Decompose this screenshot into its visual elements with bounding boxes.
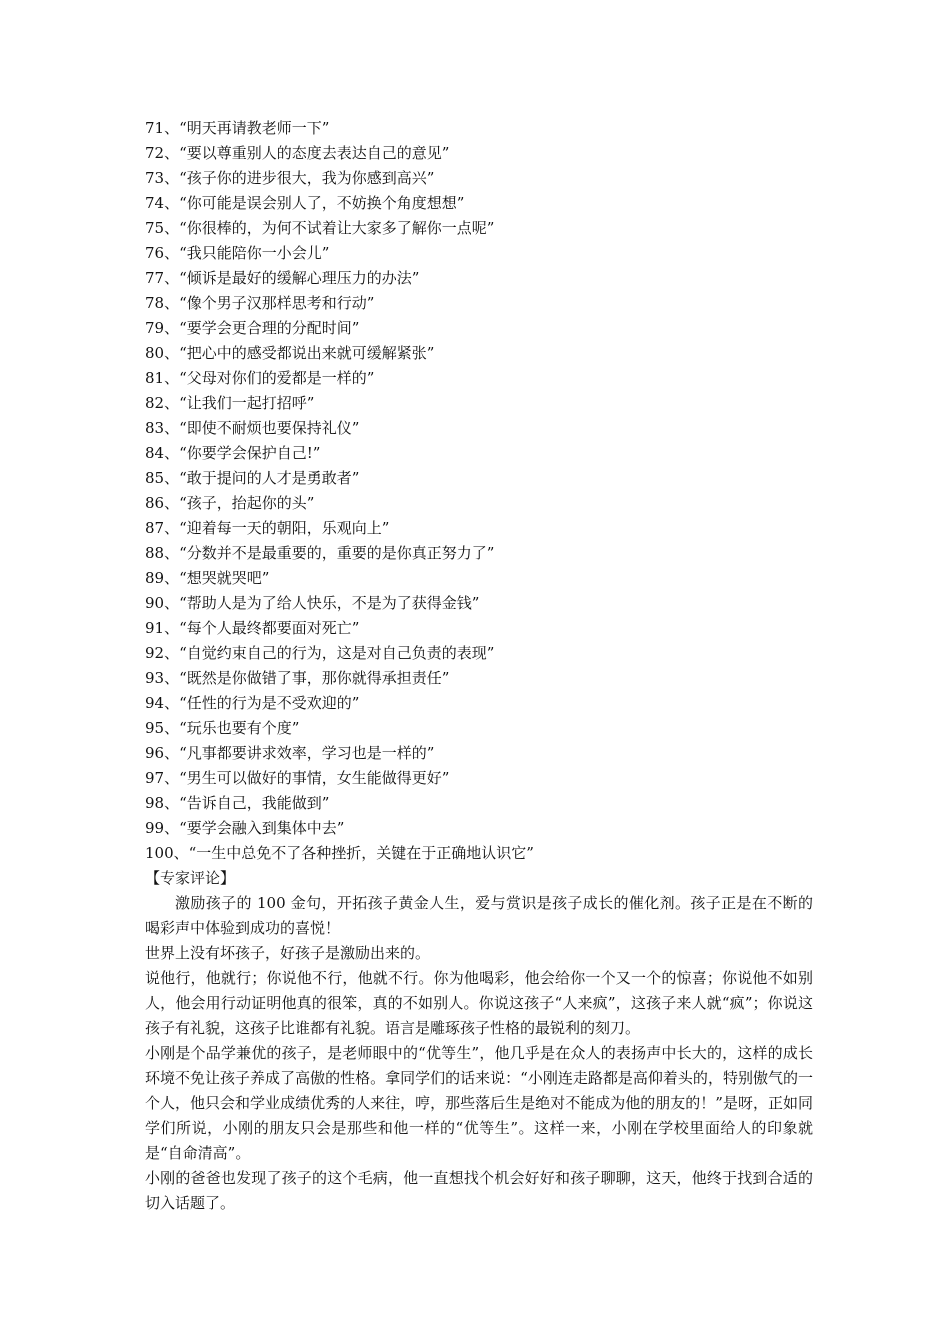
list-item: 96、“凡事都要讲求效率，学习也是一样的” <box>145 744 435 762</box>
document-page <box>145 116 813 1216</box>
list-item: 97、“男生可以做好的事情，女生能做得更好” <box>145 769 450 787</box>
list-item: 100、“一生中总免不了各种挫折，关键在于正确地认识它” <box>145 844 534 862</box>
list-item: 77、“倾诉是最好的缓解心理压力的办法” <box>145 269 420 287</box>
paragraph: 小刚的爸爸也发现了孩子的这个毛病，他一直想找个机会好好和孩子聊聊，这天，他终于找到合适的切入话题了。 <box>145 1169 813 1212</box>
list-item: 78、“像个男子汉那样思考和行动” <box>145 294 375 312</box>
list-item: 71、“明天再请教老师一下” <box>145 119 330 137</box>
list-item: 94、“任性的行为是不受欢迎的” <box>145 694 360 712</box>
list-item: 82、“让我们一起打招呼” <box>145 394 315 412</box>
list-item: 73、“孩子你的进步很大，我为你感到高兴” <box>145 169 435 187</box>
section-heading: 【专家评论】 <box>145 869 236 887</box>
list-item: 89、“想哭就哭吧” <box>145 569 270 587</box>
list-item: 74、“你可能是误会别人了，不妨换个角度想想” <box>145 194 465 212</box>
paragraph: 说他行，他就行；你说他不行，他就不行。你为他喝彩，他会给你一个又一个的惊喜；你说他不如别人，他会用行动证明他真的很笨，真的不如别人。你说这孩子“人来疯”，这孩子来人就“疯”；你说这孩子有礼貌，这孩子比谁都有礼貌。语言是雕琢孩子性格的最锐利的刻刀。 <box>145 969 813 1037</box>
list-item: 75、“你很棒的，为何不试着让大家多了解你一点呢” <box>145 219 495 237</box>
list-item: 88、“分数并不是最重要的，重要的是你真正努力了” <box>145 544 495 562</box>
list-item: 83、“即使不耐烦也要保持礼仪” <box>145 419 360 437</box>
list-item: 84、“你要学会保护自己!” <box>145 444 321 462</box>
list-item: 92、“自觉约束自己的行为，这是对自己负责的表现” <box>145 644 495 662</box>
list-item: 99、“要学会融入到集体中去” <box>145 819 345 837</box>
list-item: 86、“孩子，抬起你的头” <box>145 494 315 512</box>
list-item: 81、“父母对你们的爱都是一样的” <box>145 369 375 387</box>
list-item: 91、“每个人最终都要面对死亡” <box>145 619 360 637</box>
paragraph-intro: 激励孩子的 100 金句，开拓孩子黄金人生，爱与赏识是孩子成长的催化剂。孩子正是在不断的喝彩声中体验到成功的喜悦！ <box>145 894 813 937</box>
paragraph: 世界上没有坏孩子，好孩子是激励出来的。 <box>145 944 431 962</box>
list-item: 98、“告诉自己，我能做到” <box>145 794 330 812</box>
list-item: 79、“要学会更合理的分配时间” <box>145 319 360 337</box>
list-item: 76、“我只能陪你一小会儿” <box>145 244 330 262</box>
list-item: 93、“既然是你做错了事，那你就得承担责任” <box>145 669 450 687</box>
list-item: 85、“敢于提问的人才是勇敢者” <box>145 469 360 487</box>
list-item: 95、“玩乐也要有个度” <box>145 719 300 737</box>
list-item: 80、“把心中的感受都说出来就可缓解紧张” <box>145 344 435 362</box>
paragraph: 小刚是个品学兼优的孩子，是老师眼中的“优等生”，他几乎是在众人的表扬声中长大的，这样的成长环境不免让孩子养成了高傲的性格。拿同学们的话来说：“小刚连走路都是高仰着头的，特别傲气的一个人，他只会和学业成绩优秀的人来往，哼，那些落后生是绝对不能成为他的朋友的！”是呀，正如同学们所说，小刚的朋友只会是那些和他一样的“优等生”。这样一来，小刚在学校里面给人的印象就是“自命清高”。 <box>145 1044 813 1162</box>
list-item: 87、“迎着每一天的朝阳，乐观向上” <box>145 519 390 537</box>
list-item: 90、“帮助人是为了给人快乐，不是为了获得金钱” <box>145 594 480 612</box>
list-item: 72、“要以尊重别人的态度去表达自己的意见” <box>145 144 450 162</box>
